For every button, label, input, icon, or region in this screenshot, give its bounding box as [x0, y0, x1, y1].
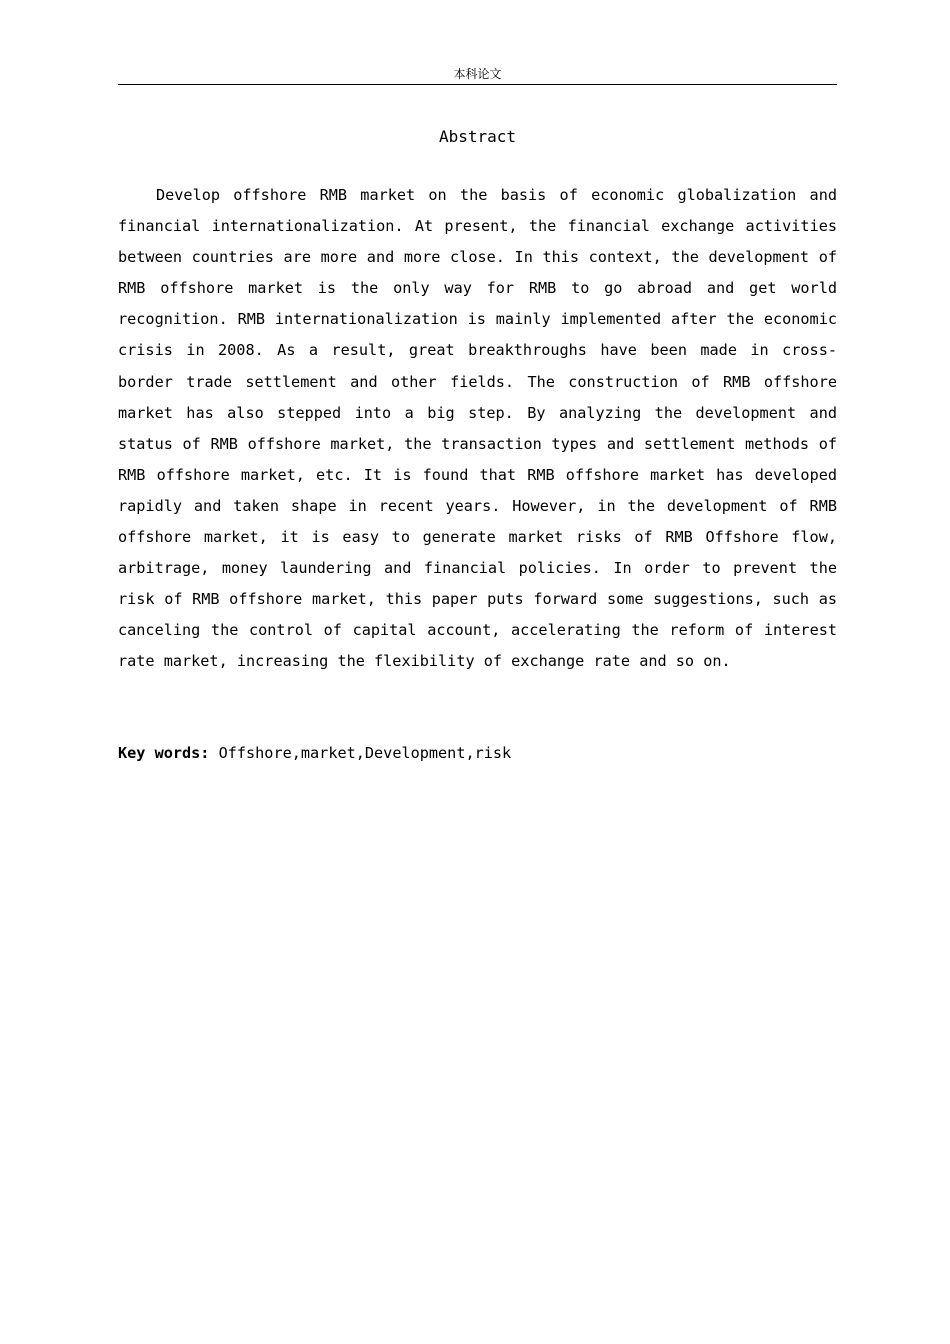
keywords-label: Key words:	[118, 744, 210, 762]
keywords-value: Offshore,market,Development,risk	[218, 744, 512, 762]
running-header	[118, 64, 837, 85]
running-header-title: 本科论文	[453, 67, 502, 81]
keywords-line	[118, 739, 837, 767]
abstract-body: Develop offshore RMB market on the basis of economic globalization and financial internationalization. At present, the financial exchange activities between countries are more and more close. In this context, the development of RMB offshore market is the only way for RMB to go abroad and get world recognition. RMB internationalization is mainly implemented after the economic crisis in 2008. As a result, great breakthroughs have been made in cross-border trade settlement and other fields. The construction of RMB offshore market has also stepped into a big step. By analyzing the development and status of RMB offshore market, the transaction types and settlement methods of RMB offshore market, etc. It is found that RMB offshore market has developed rapidly and taken shape in recent years. However, in the development of RMB offshore market, it is easy to generate market risks of RMB Offshore flow, arbitrage, money laundering and financial policies. In order to prevent the risk of RMB offshore market, this paper puts forward some suggestions, such as canceling the control of capital account, accelerating the reform of interest rate market, increasing the flexibility of exchange rate and so on.	[118, 186, 837, 671]
abstract-title: Abstract	[438, 127, 517, 146]
